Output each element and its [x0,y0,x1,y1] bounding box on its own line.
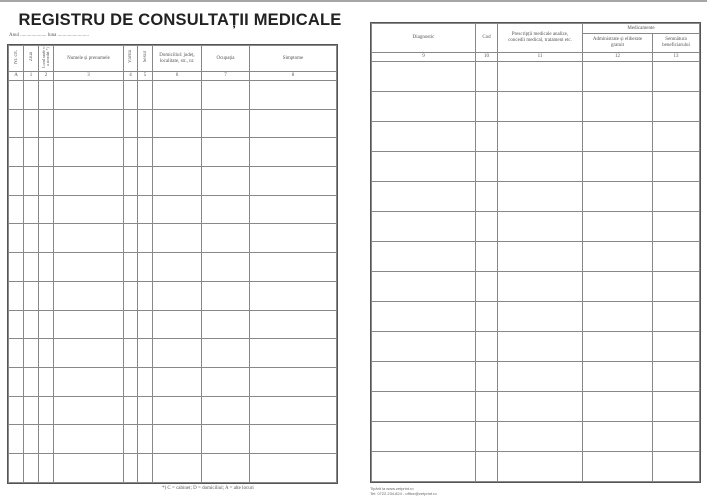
table-cell[interactable] [653,422,700,452]
header-cod: Cod [476,24,498,53]
table-cell[interactable] [498,302,583,332]
table-cell[interactable] [372,92,476,122]
table-cell[interactable] [9,109,24,138]
table-cell[interactable] [372,182,476,212]
document-title: REGISTRU DE CONSULTAȚII MEDICALE [18,11,342,29]
table-cell[interactable] [372,302,476,332]
table-cell[interactable] [250,367,337,396]
table-cell[interactable] [250,195,337,224]
table-cell[interactable] [153,195,202,224]
table-cell[interactable] [653,152,700,182]
table-cell[interactable] [54,195,124,224]
table-cell[interactable] [54,453,124,482]
table-row [9,453,337,482]
table-cell[interactable] [153,253,202,282]
table-cell[interactable] [39,138,54,167]
col-num: 5 [138,72,153,81]
header-domiciliul: Domiciliul: județ, localitate, str., nr. [153,46,202,72]
table-cell[interactable] [250,109,337,138]
table-cell[interactable] [39,253,54,282]
col-num: 12 [583,53,653,62]
table-cell[interactable] [202,224,250,253]
table-cell[interactable] [124,310,138,339]
table-cell[interactable] [39,396,54,425]
table-cell[interactable] [653,302,700,332]
table-row [372,122,700,152]
table-row [372,422,700,452]
column-number-row [372,53,700,62]
table-cell[interactable] [653,332,700,362]
table-cell[interactable] [583,272,653,302]
header-varsta: Vârsta [124,46,138,72]
table-cell[interactable] [54,281,124,310]
table-cell[interactable] [124,281,138,310]
table-cell[interactable] [476,122,498,152]
table-cell[interactable] [653,122,700,152]
table-cell[interactable] [138,195,153,224]
table-cell[interactable] [653,272,700,302]
table-cell[interactable] [476,422,498,452]
table-cell[interactable] [24,224,39,253]
table-cell[interactable] [372,422,476,452]
header-diagnostic: Diagnostic [372,24,476,53]
table-cell[interactable] [653,242,700,272]
table-cell[interactable] [583,182,653,212]
table-cell[interactable] [39,425,54,454]
table-cell[interactable] [9,339,24,368]
table-cell[interactable] [24,310,39,339]
printer-info [370,486,437,496]
table-row [9,396,337,425]
table-row [9,224,337,253]
table-cell[interactable] [583,302,653,332]
table-cell[interactable] [9,281,24,310]
table-cell[interactable] [39,224,54,253]
table-cell[interactable] [372,62,476,92]
table-cell[interactable] [54,81,124,110]
table-cell[interactable] [24,195,39,224]
table-cell[interactable] [39,310,54,339]
col-num: 2 [39,72,54,81]
col-num: 4 [124,72,138,81]
table-cell[interactable] [372,242,476,272]
table-cell[interactable] [583,122,653,152]
table-cell[interactable] [498,272,583,302]
table-cell[interactable] [54,396,124,425]
table-row [372,212,700,242]
table-cell[interactable] [202,339,250,368]
table-cell[interactable] [583,212,653,242]
table-cell[interactable] [498,122,583,152]
left-table-body [9,81,337,483]
table-cell[interactable] [138,138,153,167]
table-row [372,92,700,122]
printer-contact: Tel: 0722.234.824 - office@zetprint.ro [370,491,437,496]
table-cell[interactable] [9,396,24,425]
table-cell[interactable] [583,332,653,362]
table-cell[interactable] [138,339,153,368]
table-cell[interactable] [24,453,39,482]
table-cell[interactable] [138,453,153,482]
table-cell[interactable] [202,281,250,310]
table-cell[interactable] [583,392,653,422]
table-row [372,62,700,92]
table-row [372,332,700,362]
table-cell[interactable] [372,332,476,362]
table-cell[interactable] [476,332,498,362]
table-cell[interactable] [372,212,476,242]
col-num: 3 [54,72,124,81]
table-cell[interactable] [372,452,476,482]
table-cell[interactable] [583,452,653,482]
table-row [372,182,700,212]
table-cell[interactable] [476,302,498,332]
table-cell[interactable] [250,425,337,454]
table-cell[interactable] [476,452,498,482]
table-cell[interactable] [498,242,583,272]
table-cell[interactable] [153,138,202,167]
table-cell[interactable] [54,224,124,253]
header-medicamente: Medicamente [583,24,700,34]
header-locul: Locul unde s-a acordat *) [39,46,54,72]
table-cell[interactable] [583,362,653,392]
top-rule [0,0,707,2]
table-cell[interactable] [138,253,153,282]
table-cell[interactable] [202,310,250,339]
table-cell[interactable] [250,396,337,425]
table-row [372,392,700,422]
col-num: A [9,72,24,81]
table-cell[interactable] [583,152,653,182]
table-cell[interactable] [202,109,250,138]
table-cell[interactable] [498,212,583,242]
table-cell[interactable] [54,425,124,454]
table-cell[interactable] [653,182,700,212]
table-cell[interactable] [138,367,153,396]
table-cell[interactable] [372,272,476,302]
table-cell[interactable] [124,195,138,224]
table-cell[interactable] [138,81,153,110]
table-cell[interactable] [250,167,337,196]
table-cell[interactable] [24,425,39,454]
table-row [9,367,337,396]
table-cell[interactable] [583,62,653,92]
table-cell[interactable] [138,167,153,196]
header-ziua: Ziua [24,46,39,72]
table-cell[interactable] [476,92,498,122]
table-cell[interactable] [653,362,700,392]
table-row [9,339,337,368]
table-cell[interactable] [39,81,54,110]
table-cell[interactable] [39,167,54,196]
table-cell[interactable] [9,453,24,482]
table-row [372,242,700,272]
table-row [9,310,337,339]
table-cell[interactable] [138,425,153,454]
table-cell[interactable] [153,425,202,454]
table-cell[interactable] [250,224,337,253]
table-cell[interactable] [476,362,498,392]
table-cell[interactable] [54,310,124,339]
table-cell[interactable] [250,281,337,310]
header-prescriptii: Prescripții medicale analize, concedii medical, tratament etc. [498,24,583,53]
table-cell[interactable] [9,167,24,196]
table-cell[interactable] [24,253,39,282]
table-cell[interactable] [498,422,583,452]
table-cell[interactable] [24,339,39,368]
table-cell[interactable] [54,339,124,368]
table-cell[interactable] [202,253,250,282]
header-sexul: Sexul [138,46,153,72]
table-cell[interactable] [153,310,202,339]
table-cell[interactable] [153,224,202,253]
table-cell[interactable] [653,92,700,122]
column-number-row [9,72,337,81]
table-cell[interactable] [498,332,583,362]
table-cell[interactable] [202,396,250,425]
table-cell[interactable] [9,253,24,282]
table-row [372,302,700,332]
table-cell[interactable] [476,212,498,242]
table-cell[interactable] [498,362,583,392]
table-cell[interactable] [372,362,476,392]
table-cell[interactable] [476,242,498,272]
table-cell[interactable] [250,339,337,368]
table-cell[interactable] [138,281,153,310]
table-cell[interactable] [153,453,202,482]
table-cell[interactable] [24,396,39,425]
table-cell[interactable] [372,392,476,422]
table-cell[interactable] [9,224,24,253]
table-row [9,109,337,138]
table-cell[interactable] [202,81,250,110]
table-cell[interactable] [9,425,24,454]
table-cell[interactable] [476,182,498,212]
table-cell[interactable] [653,452,700,482]
table-cell[interactable] [39,339,54,368]
right-table-body [372,62,700,482]
table-cell[interactable] [153,339,202,368]
footnote: *) C = cabinet; D = domiciliul; A = alte locuri [162,486,254,491]
header-simptome: Simptome [250,46,337,72]
table-row [372,452,700,482]
header-nume-prenume: Numele și prenumele [54,46,124,72]
header-nr-crt: Nr. crt. [9,46,24,72]
table-cell[interactable] [153,167,202,196]
table-cell[interactable] [498,182,583,212]
table-cell[interactable] [54,167,124,196]
table-cell[interactable] [250,138,337,167]
table-cell[interactable] [124,396,138,425]
table-row [9,195,337,224]
table-cell[interactable] [476,272,498,302]
table-cell[interactable] [124,138,138,167]
header-ocupatia: Ocupația [202,46,250,72]
table-row [9,253,337,282]
table-cell[interactable] [372,122,476,152]
table-cell[interactable] [9,367,24,396]
table-cell[interactable] [9,81,24,110]
table-cell[interactable] [124,367,138,396]
table-cell[interactable] [476,392,498,422]
table-cell[interactable] [653,212,700,242]
col-num: 6 [153,72,202,81]
table-cell[interactable] [250,81,337,110]
year-month-line: Anul ..................... luna ......................... [9,33,89,38]
table-cell[interactable] [124,109,138,138]
table-cell[interactable] [124,453,138,482]
table-row [9,425,337,454]
table-cell[interactable] [498,92,583,122]
table-cell[interactable] [653,392,700,422]
consultation-register-table-left [8,45,337,483]
table-cell[interactable] [124,339,138,368]
table-cell[interactable] [250,253,337,282]
table-cell[interactable] [39,453,54,482]
col-num: 13 [653,53,700,62]
table-cell[interactable] [39,195,54,224]
table-cell[interactable] [124,224,138,253]
table-cell[interactable] [54,253,124,282]
table-cell[interactable] [153,281,202,310]
table-cell[interactable] [250,453,337,482]
table-cell[interactable] [124,167,138,196]
table-cell[interactable] [54,367,124,396]
table-row [9,167,337,196]
table-cell[interactable] [39,281,54,310]
table-cell[interactable] [153,109,202,138]
table-row [9,138,337,167]
table-cell[interactable] [202,167,250,196]
consultation-register-table-right [371,23,700,482]
table-cell[interactable] [498,152,583,182]
table-cell[interactable] [9,138,24,167]
table-cell[interactable] [202,425,250,454]
table-cell[interactable] [372,152,476,182]
table-cell[interactable] [39,367,54,396]
table-cell[interactable] [250,310,337,339]
col-num: 8 [250,72,337,81]
table-cell[interactable] [138,396,153,425]
table-cell[interactable] [24,109,39,138]
table-cell[interactable] [124,425,138,454]
header-row [9,46,337,72]
table-cell[interactable] [9,195,24,224]
table-row [372,272,700,302]
table-cell[interactable] [54,109,124,138]
table-cell[interactable] [54,138,124,167]
table-cell[interactable] [498,62,583,92]
table-cell[interactable] [583,242,653,272]
table-cell[interactable] [583,422,653,452]
table-cell[interactable] [138,224,153,253]
header-semnatura-beneficiar: Semnătura beneficiarului [653,34,700,53]
col-num: 11 [498,53,583,62]
table-cell[interactable] [498,452,583,482]
table-cell[interactable] [583,92,653,122]
table-cell[interactable] [653,62,700,92]
table-cell[interactable] [153,367,202,396]
table-cell[interactable] [476,152,498,182]
table-cell[interactable] [24,81,39,110]
table-cell[interactable] [202,195,250,224]
table-cell[interactable] [24,367,39,396]
col-num: 9 [372,53,476,62]
table-row [9,81,337,110]
table-cell[interactable] [124,81,138,110]
table-cell[interactable] [138,109,153,138]
table-cell[interactable] [124,253,138,282]
table-cell[interactable] [202,367,250,396]
table-cell[interactable] [153,396,202,425]
table-cell[interactable] [202,138,250,167]
table-cell[interactable] [24,138,39,167]
table-cell[interactable] [476,62,498,92]
table-cell[interactable] [202,453,250,482]
table-row [372,152,700,182]
table-cell[interactable] [24,167,39,196]
table-cell[interactable] [153,81,202,110]
table-cell[interactable] [9,310,24,339]
header-administrate-gratuit: Administrate și eliberate gratuit [583,34,653,53]
col-num: 1 [24,72,39,81]
table-row [9,281,337,310]
table-row [372,362,700,392]
table-cell[interactable] [498,392,583,422]
col-num: 10 [476,53,498,62]
col-num: 7 [202,72,250,81]
table-cell[interactable] [138,310,153,339]
table-cell[interactable] [24,281,39,310]
table-cell[interactable] [39,109,54,138]
printer-website: Tipărit la www.zetprint.ro [370,486,414,491]
header-row-1 [372,24,700,34]
